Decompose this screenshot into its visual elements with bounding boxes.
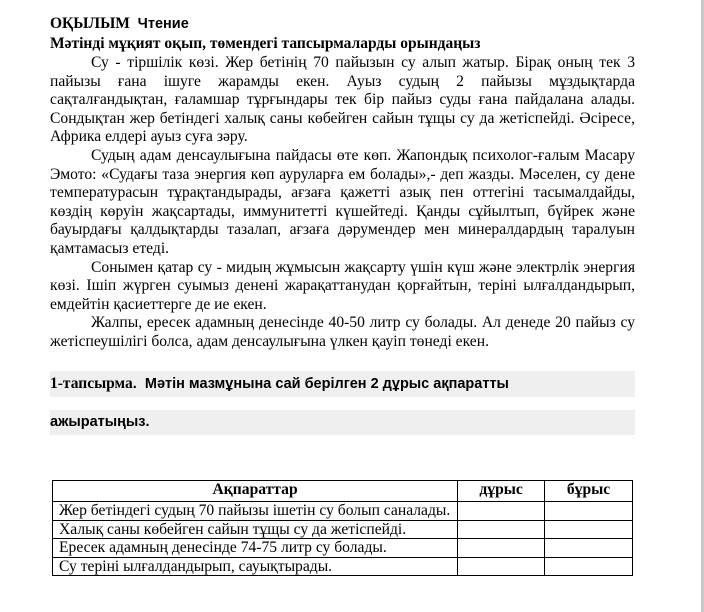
table-row — [53, 539, 633, 558]
title-russian: Чтение — [137, 16, 189, 32]
statement-cell: Жер бетіндегі судың 70 пайызы ішетін су болып саналады. — [53, 502, 458, 521]
incorrect-check-cell[interactable] — [545, 502, 633, 521]
answer-table — [52, 480, 633, 576]
task-text-line-2: ажыратыңыз. — [50, 413, 150, 430]
document-page — [50, 14, 635, 435]
task-text-line-1: Мәтін мазмұнына сай берілген 2 дұрыс ақпаратты — [144, 375, 509, 392]
table-row — [53, 502, 633, 521]
header-correct: дұрыс — [458, 481, 545, 502]
paragraph-3: Сонымен қатар су - мидың жұмысын жақсарту үшін күш және электрлік энергия көзі. Ішіп жүрген суымыз денені жарақаттанудан қорғайтын, теріні ылғалдандырып, емдейтін қасиеттерге де ие екен. — [50, 258, 635, 313]
correct-check-cell[interactable] — [458, 520, 545, 539]
header-incorrect: бұрыс — [545, 481, 633, 502]
correct-check-cell[interactable] — [458, 502, 545, 521]
table-row — [53, 520, 633, 539]
instruction-heading: Мәтінді мұқият оқып, төмендегі тапсырмаларды орындаңыз — [50, 35, 481, 52]
table-header-row — [53, 481, 633, 502]
table-row — [53, 557, 633, 576]
paragraph-4: Жалпы, ересек адамның денесінде 40-50 литр су болады. Ал денеде 20 пайыз су жетіспеушілігі болса, адам денсаулығына үлкен қауіп төнеді екен. — [50, 314, 635, 350]
incorrect-check-cell[interactable] — [545, 557, 633, 576]
correct-check-cell[interactable] — [458, 539, 545, 558]
statement-cell: Халық саны көбейген сайын тұщы су да жетіспейді. — [53, 520, 458, 539]
task-heading-continued — [50, 410, 635, 435]
incorrect-check-cell[interactable] — [545, 520, 633, 539]
statement-cell: Ересек адамның денесінде 74-75 литр су болады. — [53, 539, 458, 558]
task-number: 1-тапсырма — [50, 374, 133, 392]
statement-cell: Су теріні ылғалдандырып, сауықтырады. — [53, 557, 458, 576]
task-heading: 1-тапсырма. Мәтін мазмұнына сай берілген 2 дұрыс ақпаратты — [50, 371, 635, 397]
paragraph-1: Су - тіршілік көзі. Жер бетінің 70 пайызын су алып жатыр. Бірақ оның тек 3 пайызы ғана ішуге жарамды екен. Ауыз судың 2 пайызы мұздықтарда сақталғандықтан, ғаламшар тұрғындары тек бір пайыз суды ғана пайдалана алады. Сондықтан жер бетіндегі халық саны көбейген сайын тұщы су да жетіспейді. Әсіресе, Африка елдері ауыз суға зәру. — [50, 54, 635, 146]
title-kazakh: ОҚЫЛЫМ — [50, 15, 130, 32]
correct-check-cell[interactable] — [458, 557, 545, 576]
page-title — [50, 14, 635, 34]
header-information: Ақпараттар — [53, 481, 458, 502]
paragraph-2: Судың адам денсаулығына пайдасы өте көп. Жапондық психолог-ғалым Масару Эмото: «Судағы таза энергия көп ауруларға ем болады»,- деп жазды. Мәселен, су дене температурасын тұрақтандырады, ағзаға қажетті азық пен оттегіні тасымалдайды, көздің көруін жақсартады, иммунитетті күшейтеді. Қанды сұйылтып, бүйрек және бауырдағы қалдықтарды тазалап, ағзаға дәрумендер мен минералдардың таралуын қамтамасыз етеді. — [50, 146, 635, 257]
incorrect-check-cell[interactable] — [545, 539, 633, 558]
